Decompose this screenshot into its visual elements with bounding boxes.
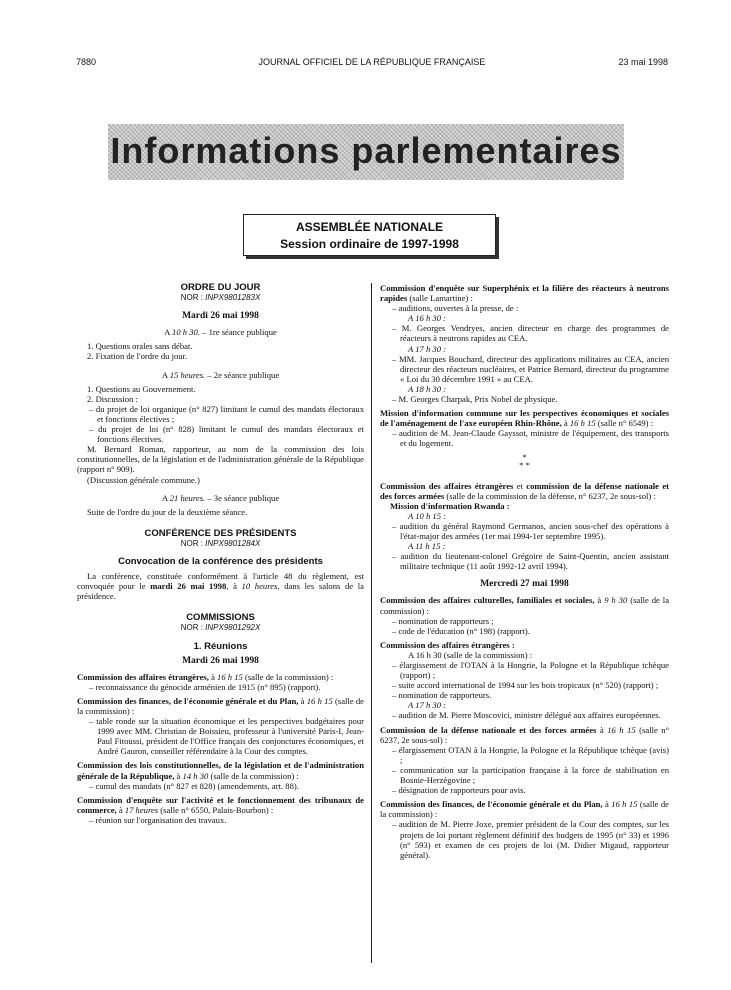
commission-entry: Commission d'enquête sur l'activité et le fonctionnement des tribunaux de commerce, à 17 heures (salle n° 6550, Palais-Bourbon) : [77,794,364,815]
audition-time: A 11 h 15 : [408,541,446,552]
wednesday-date: Mercredi 27 mai 1998 [480,579,569,590]
commission-item: – reconnaissance du génocide arménien de 1915 (n° 895) (rapport). [89,681,321,692]
column-divider [371,283,372,963]
commission-item: – nomination de rapporteurs. [392,690,492,701]
seance-3-text: Suite de l'ordre du jour de la deuxième séance. [87,506,248,517]
separator-stars: * * * [519,451,530,470]
seance-2-item: 1. Questions au Gouvernement. [87,383,196,394]
reunions-title: 1. Réunions [193,640,248,652]
commission-entry: Mission d'information commune sur les perspectives économiques et sociales de l'aménagement de l'axe européen Rhin-Rhône, à 16 h 15 (salle n° 6549) : [380,408,669,429]
audition-time: A 16 h 30 (salle de la commission) : [408,649,533,660]
commission-item: – M. Georges Charpak, Prix Nobel de physique. [392,394,558,405]
section-banner [108,124,624,180]
reunions-date: Mardi 26 mai 1998 [182,655,259,666]
commission-item: – audition de M. Jean-Claude Gayssot, ministre de l'équipement, des transports et du logement. [392,428,669,449]
issue-date: 23 mai 1998 [618,57,668,67]
commissions-title: COMMISSIONS [186,612,255,624]
commission-entry: Commission des affaires étrangères et commission de la défense nationale et des forces armées (salle de la commission de la défense, n° 6237, 2e sous-sol) : [380,480,670,501]
seance-2-time: A 15 heures. – 2e séance publique [161,369,280,380]
left-column [77,283,364,825]
page-number: 7880 [76,57,97,67]
commission-entry: Commission des affaires culturelles, familiales et sociales, à 9 h 30 (salle de la commission) : [380,595,670,616]
seance-2-sub: – du projet de loi organique (n° 827) limitant le cumul des mandats électoraux et fonctions électives ; [89,403,364,424]
commission-item: – table ronde sur la situation économique et les perspectives budgétaires pour 1999 avec MM. Christian de Boissieu, professeur à l'université Paris-I, Jean-Paul Fitoussi, président de l'Office français des conjonctures économiques, et André Gauron, conseiller référendaire à la Cour des comptes. [89,716,364,757]
commission-item: – auditions, ouvertes à la presse, de : [392,303,519,314]
seance-1-item: 2. Fixation de l'ordre du jour. [87,351,188,362]
audition-time: A 17 h 30 : [408,343,447,354]
commission-entry: Commission des finances, de l'économie générale et du Plan, à 16 h 15 (salle de la commission) : [77,695,364,716]
assembly-name: ASSEMBLÉE NATIONALE [295,220,444,234]
seance-1-item: 1. Questions orales sans débat. [87,341,193,352]
convocation-text: La conférence, constituée conformément à l'article 48 du règlement, est convoquée pour le mardi 26 mai 1998, à 10 heures, dans les salons de la présidence. [77,571,364,602]
commission-item: – M. Georges Vendryes, ancien directeur en charge des programmes de réacteurs à neutrons rapides au CEA. [392,323,669,344]
banner-title: Informations parlementaires [110,130,622,171]
commission-item: – désignation de rapporteurs pour avis. [392,785,526,796]
commission-item: – audition du général Raymond Germanos, ancien sous-chef des opérations à l'état-major des armées (1er mai 1994-1er septembre 1995). [392,520,669,541]
journal-title: JOURNAL OFFICIEL DE LA RÉPUBLIQUE FRANÇAISE [258,57,486,67]
commission-item: – réunion sur l'organisation des travaux. [89,814,227,825]
seance-2-item: 2. Discussion : [87,393,138,404]
right-column [380,283,669,860]
commission-entry: Commission d'enquête sur Superphénix et la filière des réacteurs à neutrons rapides (salle Lamartine) : [380,283,669,304]
commission-item: – élargissement OTAN à la Hongrie, la Pologne et la République tchèque (avis) ; [392,744,669,765]
ordre-title: ORDRE DU JOUR [180,282,261,293]
commission-entry: Commission des lois constitutionnelles, de la législation et de l'administration générale de la République, à 14 h 30 (salle de la commission) : [77,760,364,781]
seance-2-discussion: (Discussion générale commune.) [87,474,200,485]
seance-3-time: A 21 heures. – 3e séance publique [161,492,280,503]
commission-item: – audition de M. Pierre Joxe, premier président de la Cour des comptes, sur les projets de loi portant règlement définitif des budgets de 1995 (n° 33) et 1996 (n° 593) et examen de ces projets de loi (M. Didier Migaud, rapporteur général). [392,819,669,860]
seance-1-time: A 10 h 30. – 1re séance publique [164,327,277,338]
commission-entry: Commission des affaires étrangères : [380,639,515,650]
commission-entry: Commission des affaires étrangères, à 16 h 15 (salle de la commission) : [77,671,334,682]
audition-time: A 10 h 15 : [408,510,447,521]
commission-item: – cumul des mandats (n° 827 et 828) (amendements, art. 88). [89,780,299,791]
mission-title: Mission d'information Rwanda : [390,500,510,511]
ordre-date: Mardi 26 mai 1998 [182,311,259,322]
commission-item: – élargissement de l'OTAN à la Hongrie, la Pologne et la République tchèque (rapport) ; [392,660,669,681]
audition-time: A 18 h 30 : [408,383,447,394]
session-name: Session ordinaire de 1997-1998 [280,237,459,251]
seance-2-sub: – du projet de loi (n° 828) limitant le cumul des mandats électoraux et fonctions électives. [89,424,364,445]
conference-title: CONFÉRENCE DES PRÉSIDENTS [144,527,297,539]
commission-entry: Commission des finances, de l'économie générale et du Plan, à 16 h 15 (salle de la commission) : [380,799,669,820]
commission-entry: Commission de la défense nationale et des forces armées à 16 h 15 (salle n° 6237, 2e sous-sol) : [380,724,670,745]
audition-time: A 17 h 30 : [408,700,447,711]
commission-item: – audition du lieutenant-colonel Grégoire de Saint-Quentin, ancien assistant militaire technique (11 août 1992-12 avril 1994). [392,551,669,572]
audition-time: A 16 h 30 : [408,313,447,324]
ordre-nor: NOR : INPX9801283X [180,293,261,303]
conference-nor: NOR : INPX9801284X [180,538,261,548]
seance-2-rapporteur: M. Bernard Roman, rapporteur, au nom de la commission des lois constitutionnelles, de la législation et de l'administration générale de la République (rapport n° 909). [77,444,364,475]
commission-item: – communication sur la participation française à la force de stabilisation en Bosnie-Herzégovine ; [392,764,669,786]
commission-item: – nomination de rapporteurs ; [392,615,494,626]
commission-item: – MM. Jacques Bouchard, directeur des applications militaires au CEA, ancien directeur des réacteurs nucléaires, et Patrice Bernard, directeur du programme « Loi du 30 décembre 1991 » au CEA. [392,353,669,384]
commissions-nor: NOR : INPX9801292X [180,623,261,633]
convocation-title: Convocation de la conférence des présidents [118,555,323,567]
commission-item: – code de l'éducation (n° 198) (rapport). [392,625,530,636]
session-box [243,214,496,256]
page-header [76,57,668,71]
commission-item: – audition de M. Pierre Moscovici, ministre délégué aux affaires européennes. [392,710,661,721]
commission-item: – suite accord international de 1994 sur les bois tropicaux (n° 520) (rapport) ; [392,680,659,691]
